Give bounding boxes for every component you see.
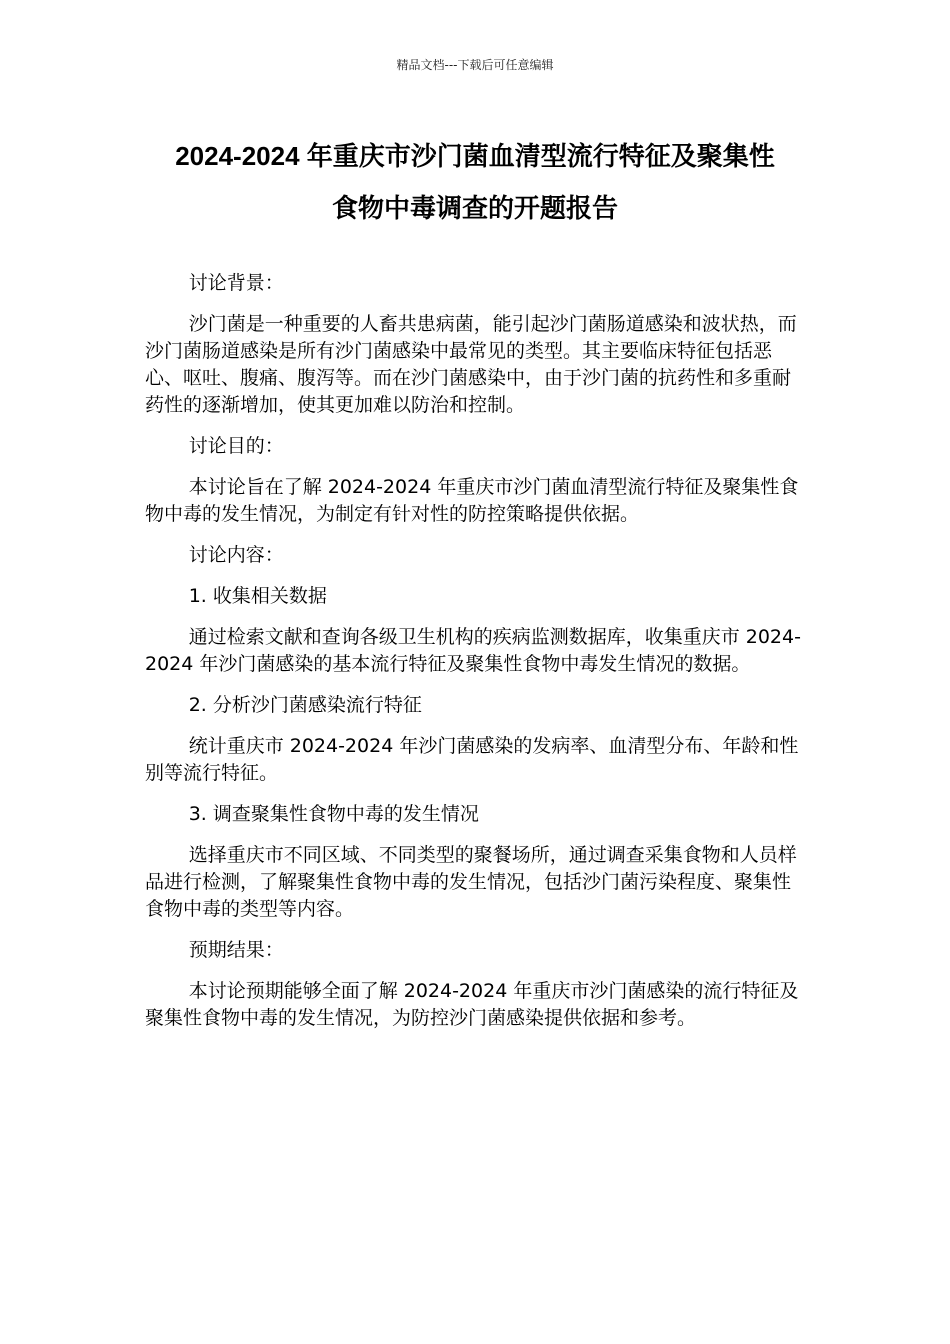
content-item-3-heading: 3. 调查聚集性食物中毒的发生情况 bbox=[188, 803, 479, 825]
paragraph-background: 沙门菌是一种重要的人畜共患病菌，能引起沙门菌肠道感染和波状热，而沙门菌肠道感染是所有沙门菌感染中最常见的类型。其主要临床特征包括恶心、呕吐、腹痛、腹泻等。而在沙门菌感染中，由于沙门菌的抗药性和多重耐药性的逐渐增加，使其更加难以防治和控制。 bbox=[145, 313, 797, 416]
content-item-2-text: 统计重庆市 2024-2024 年沙门菌感染的发病率、血清型分布、年龄和性别等流行特征。 bbox=[145, 735, 799, 784]
document-body bbox=[145, 270, 805, 1046]
title-line-2: 食物中毒调查的开题报告 bbox=[331, 193, 618, 223]
content-item-3-text: 选择重庆市不同区域、不同类型的聚餐场所，通过调查采集食物和人员样品进行检测，了解聚集性食物中毒的发生情况，包括沙门菌污染程度、聚集性食物中毒的类型等内容。 bbox=[145, 844, 797, 920]
title-line-1: 2024-2024 年重庆市沙门菌血清型流行特征及聚集性 bbox=[175, 141, 775, 171]
section-heading-content: 讨论内容： bbox=[188, 544, 284, 566]
section-heading-purpose: 讨论目的： bbox=[188, 435, 284, 457]
content-item-1-heading: 1. 收集相关数据 bbox=[188, 585, 327, 607]
content-item-2-heading: 2. 分析沙门菌感染流行特征 bbox=[188, 694, 422, 716]
section-heading-background: 讨论背景： bbox=[188, 272, 284, 294]
section-heading-expected-results: 预期结果： bbox=[188, 939, 284, 961]
page-header: 精品文档---下载后可任意编辑 bbox=[396, 58, 554, 72]
paragraph-purpose: 本讨论旨在了解 2024-2024 年重庆市沙门菌血清型流行特征及聚集性食物中毒的发生情况，为制定有针对性的防控策略提供依据。 bbox=[145, 476, 799, 525]
paragraph-expected-results: 本讨论预期能够全面了解 2024-2024 年重庆市沙门菌感染的流行特征及聚集性食物中毒的发生情况，为防控沙门菌感染提供依据和参考。 bbox=[145, 980, 799, 1029]
content-item-1-text: 通过检索文献和查询各级卫生机构的疾病监测数据库，收集重庆市 2024-2024 年沙门菌感染的基本流行特征及聚集性食物中毒发生情况的数据。 bbox=[145, 626, 801, 675]
document-title bbox=[140, 130, 810, 234]
